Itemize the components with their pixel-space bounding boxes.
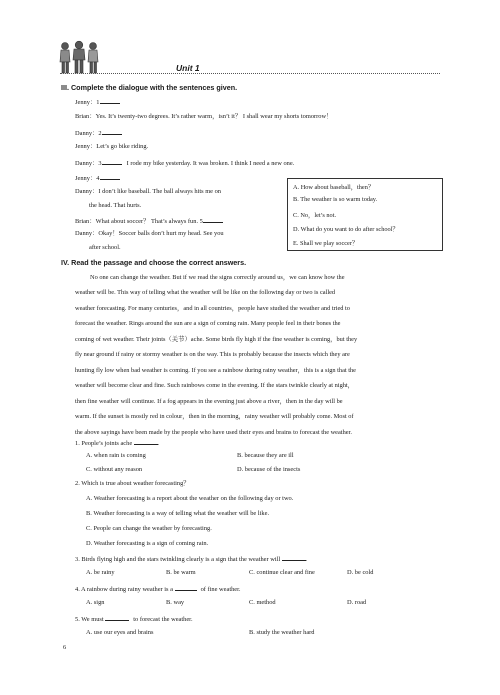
dialogue-line: Danny：3 I rode my bike yesterday. It was broken. I think I need a new one. [75,157,294,169]
answer-option[interactable]: D. road [347,599,367,606]
answer-option[interactable]: B. Weather forecasting is a way of telling what the weather will be like. [86,510,270,517]
answer-blank[interactable] [203,215,223,223]
passage-line: forecast the weather. Rings around the sun are a sign of coming rain. Many people feel in their bones the [75,320,341,328]
answer-blank[interactable] [100,172,120,180]
passage-line: the above sayings have been made by the people who have used their eyes and brains to forecast the weather. [75,428,352,436]
answer-option[interactable]: B. way [166,599,185,606]
passage-line: weather forecasting. For many centuries，and in all countries，people have studied the weather and tried to [75,304,350,312]
passage-line: hunting fly low when bad weather is coming. If you see a rainbow during rainy weather，this is a sign that the [75,366,356,374]
question-stem: 1. People’s joints ache . [75,437,159,449]
option-item: D. What do you want to do after school？ [293,226,399,233]
answer-blank[interactable] [100,96,120,104]
passage-line: coming of wet weather. Their joints（关节）ache. Some birds fly high if the fine weather is coming，but they [75,335,358,343]
answer-option[interactable]: C. method [249,599,276,606]
passage-line: then fine weather will continue. If a fog appears in the evening just above a river，then in the day will be [75,397,343,405]
answer-option[interactable]: D. be cold [347,569,374,576]
answer-blank[interactable] [102,157,122,165]
answer-blank[interactable] [105,613,129,621]
answer-option[interactable]: D. because of the insects [237,466,301,473]
answer-option[interactable]: A. when rain is coming [86,452,146,459]
dialogue-line: Jenny：4 [75,172,120,184]
answer-option[interactable]: B. because they are ill [237,452,294,459]
passage-line: weather will become clear and fine. Such rainbows come in the evening. If the stars twinkle clearly at night， [75,382,355,390]
answer-option[interactable]: C. without any reason [86,466,143,473]
section-4-title: IV. Read the passage and choose the correct answers. [61,258,247,267]
option-item: A. How about baseball，then？ [293,184,375,191]
header-dotted-rule [60,73,440,74]
dialogue-line: Danny：I don’t like baseball. The ball always hits me on [75,188,222,195]
unit-title: Unit 1 [176,63,200,73]
answer-blank[interactable] [175,583,197,591]
question-stem: 4. A rainbow during rainy weather is a of fine weather. [75,583,241,595]
dialogue-line: Jenny：Let’s go bike riding. [75,143,149,150]
passage-line: weather will be. This way of telling what the weather will be like on the following day or two is called [75,289,336,297]
dialogue-line: Brian：Yes. It’s twenty-two degrees. It’s rather warm，isn’t it？ I shall wear my shorts tomorrow！ [75,113,333,120]
question-stem: 3. Birds flying high and the stars twinkling clearly is a sign that the weather will . [75,553,307,565]
answer-option[interactable]: B. study the weather hard [249,629,315,636]
dialogue-line: Brian：What about soccer？ That’s always fun. 5 [75,215,223,227]
passage-line: warm. If the sunset is mostly red in colour，then in the morning，rainy weather will probably come. Most of [75,413,354,421]
page-number: 6 [63,644,67,651]
answer-option[interactable]: A. Weather forecasting is a report about the weather on the following day or two. [86,495,294,502]
answer-blank[interactable] [282,553,306,561]
dialogue-line: the head. That hurts. [89,202,142,209]
answer-option[interactable]: A. use our eyes and brains [86,629,154,636]
answer-option[interactable]: B. be warm [166,569,196,576]
passage-line: No one can change the weather. But if we read the signs correctly around us，we can know how the [90,274,345,281]
answer-option[interactable]: C. continue clear and fine [249,569,315,576]
dialogue-line: Danny：2 [75,127,122,139]
answer-blank[interactable] [102,127,122,135]
header-figures-illustration [57,40,101,76]
question-stem: 2. Which is true about weather forecasting？ [75,480,190,487]
passage-line: fly near ground if rainy or stormy weather is on the way. This is probably because the insects which they are [75,351,350,359]
reading-passage [75,270,441,440]
dialogue-line: Jenny：1 [75,96,120,108]
answer-option[interactable]: C. People can change the weather by forecasting. [86,525,212,532]
question-stem: 5. We must to forecast the weather. [75,613,193,625]
answer-blank[interactable] [134,437,158,445]
dialogue-line: Danny：Okay！Soccer balls don’t hurt my head. See you [75,230,224,237]
options-box [287,178,443,251]
option-item: C. No，let’s not. [293,212,337,219]
answer-option[interactable]: A. sign [86,599,105,606]
answer-option[interactable]: D. Weather forecasting is a sign of coming rain. [86,540,209,547]
option-item: E. Shall we play soccer？ [293,240,359,247]
answer-option[interactable]: A. be rainy [86,569,115,576]
section-3-title: III. Complete the dialogue with the sentences given. [61,83,238,92]
option-item: B. The weather is so warm today. [293,196,378,203]
dialogue-line: after school. [89,244,121,251]
